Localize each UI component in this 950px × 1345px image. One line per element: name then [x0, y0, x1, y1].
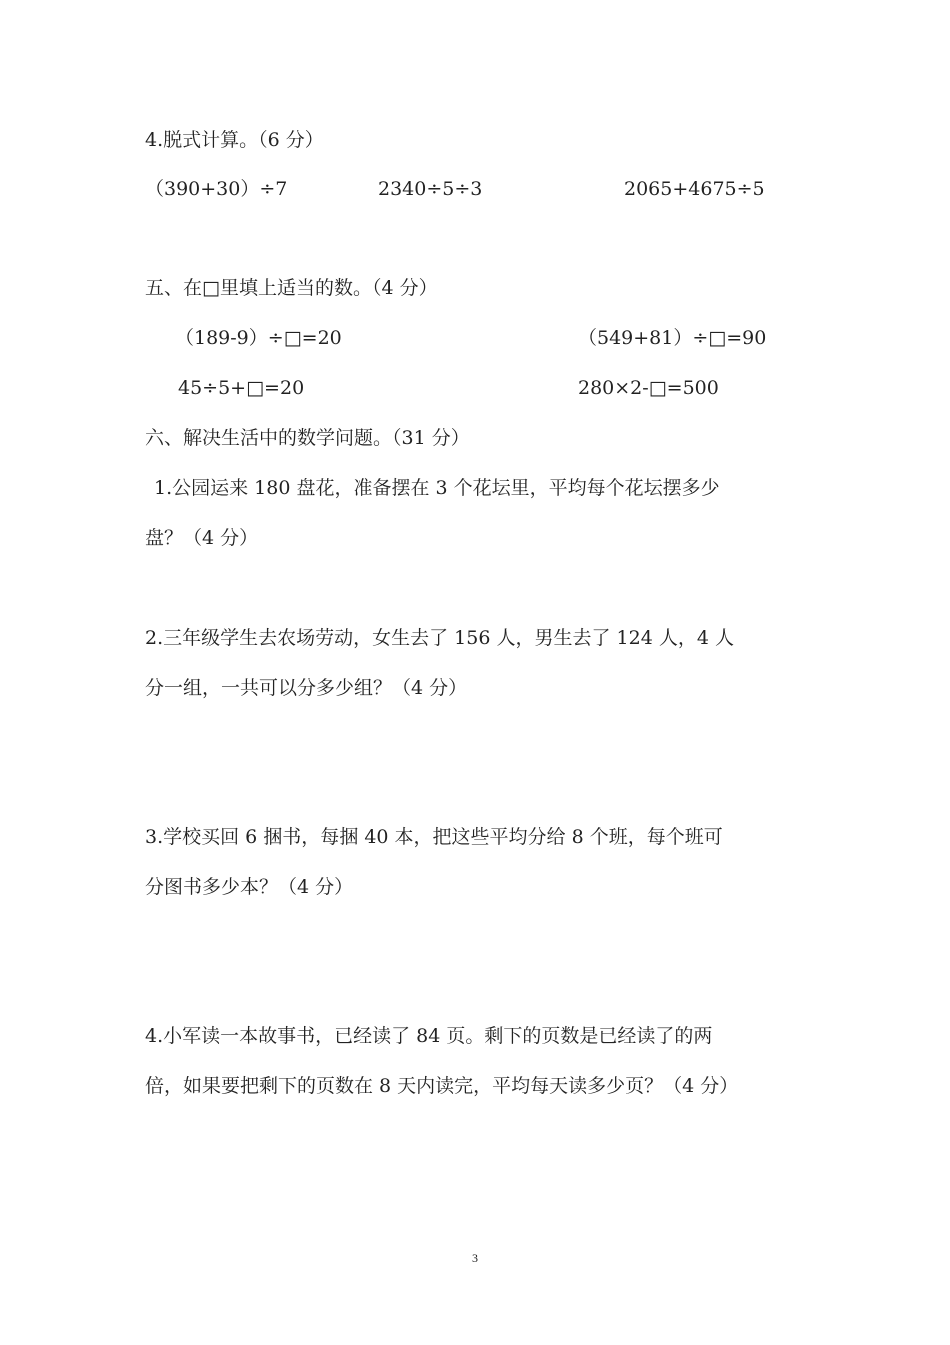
expression-3: 2065+4675÷5 [624, 178, 765, 200]
expression-1: （390+30）÷7 [145, 178, 288, 200]
problem-1-line-2: 盘？（4 分） [145, 527, 259, 549]
section6-heading: 六、解决生活中的数学问题。（31 分） [145, 427, 470, 449]
problem-3-line-2: 分图书多少本？（4 分） [145, 876, 354, 898]
problem-4-line-2: 倍，如果要把剩下的页数在 8 天内读完，平均每天读多少页？（4 分） [145, 1075, 739, 1097]
problem-2-line-2: 分一组，一共可以分多少组？（4 分） [145, 677, 468, 699]
problem-1-line-1: 1.公园运来 180 盘花，准备摆在 3 个花坛里，平均每个花坛摆多少 [154, 477, 720, 499]
section5-heading: 五、在□里填上适当的数。（4 分） [145, 277, 438, 299]
fill-blank-item-2: （549+81）÷□=90 [578, 327, 767, 349]
expression-2: 2340÷5÷3 [378, 178, 483, 200]
fill-blank-item-4: 280×2-□=500 [578, 377, 719, 399]
page-number: 3 [472, 1251, 478, 1265]
fill-blank-item-1: （189-9）÷□=20 [175, 327, 342, 349]
problem-4-line-1: 4.小军读一本故事书，已经读了 84 页。剩下的页数是已经读了的两 [145, 1025, 713, 1047]
problem-3-line-1: 3.学校买回 6 捆书，每捆 40 本，把这些平均分给 8 个班，每个班可 [145, 826, 723, 848]
problem-2-line-1: 2.三年级学生去农场劳动，女生去了 156 人，男生去了 124 人，4 人 [145, 627, 734, 649]
section4-heading: 4.脱式计算。（6 分） [145, 129, 324, 151]
fill-blank-item-3: 45÷5+□=20 [178, 377, 305, 399]
